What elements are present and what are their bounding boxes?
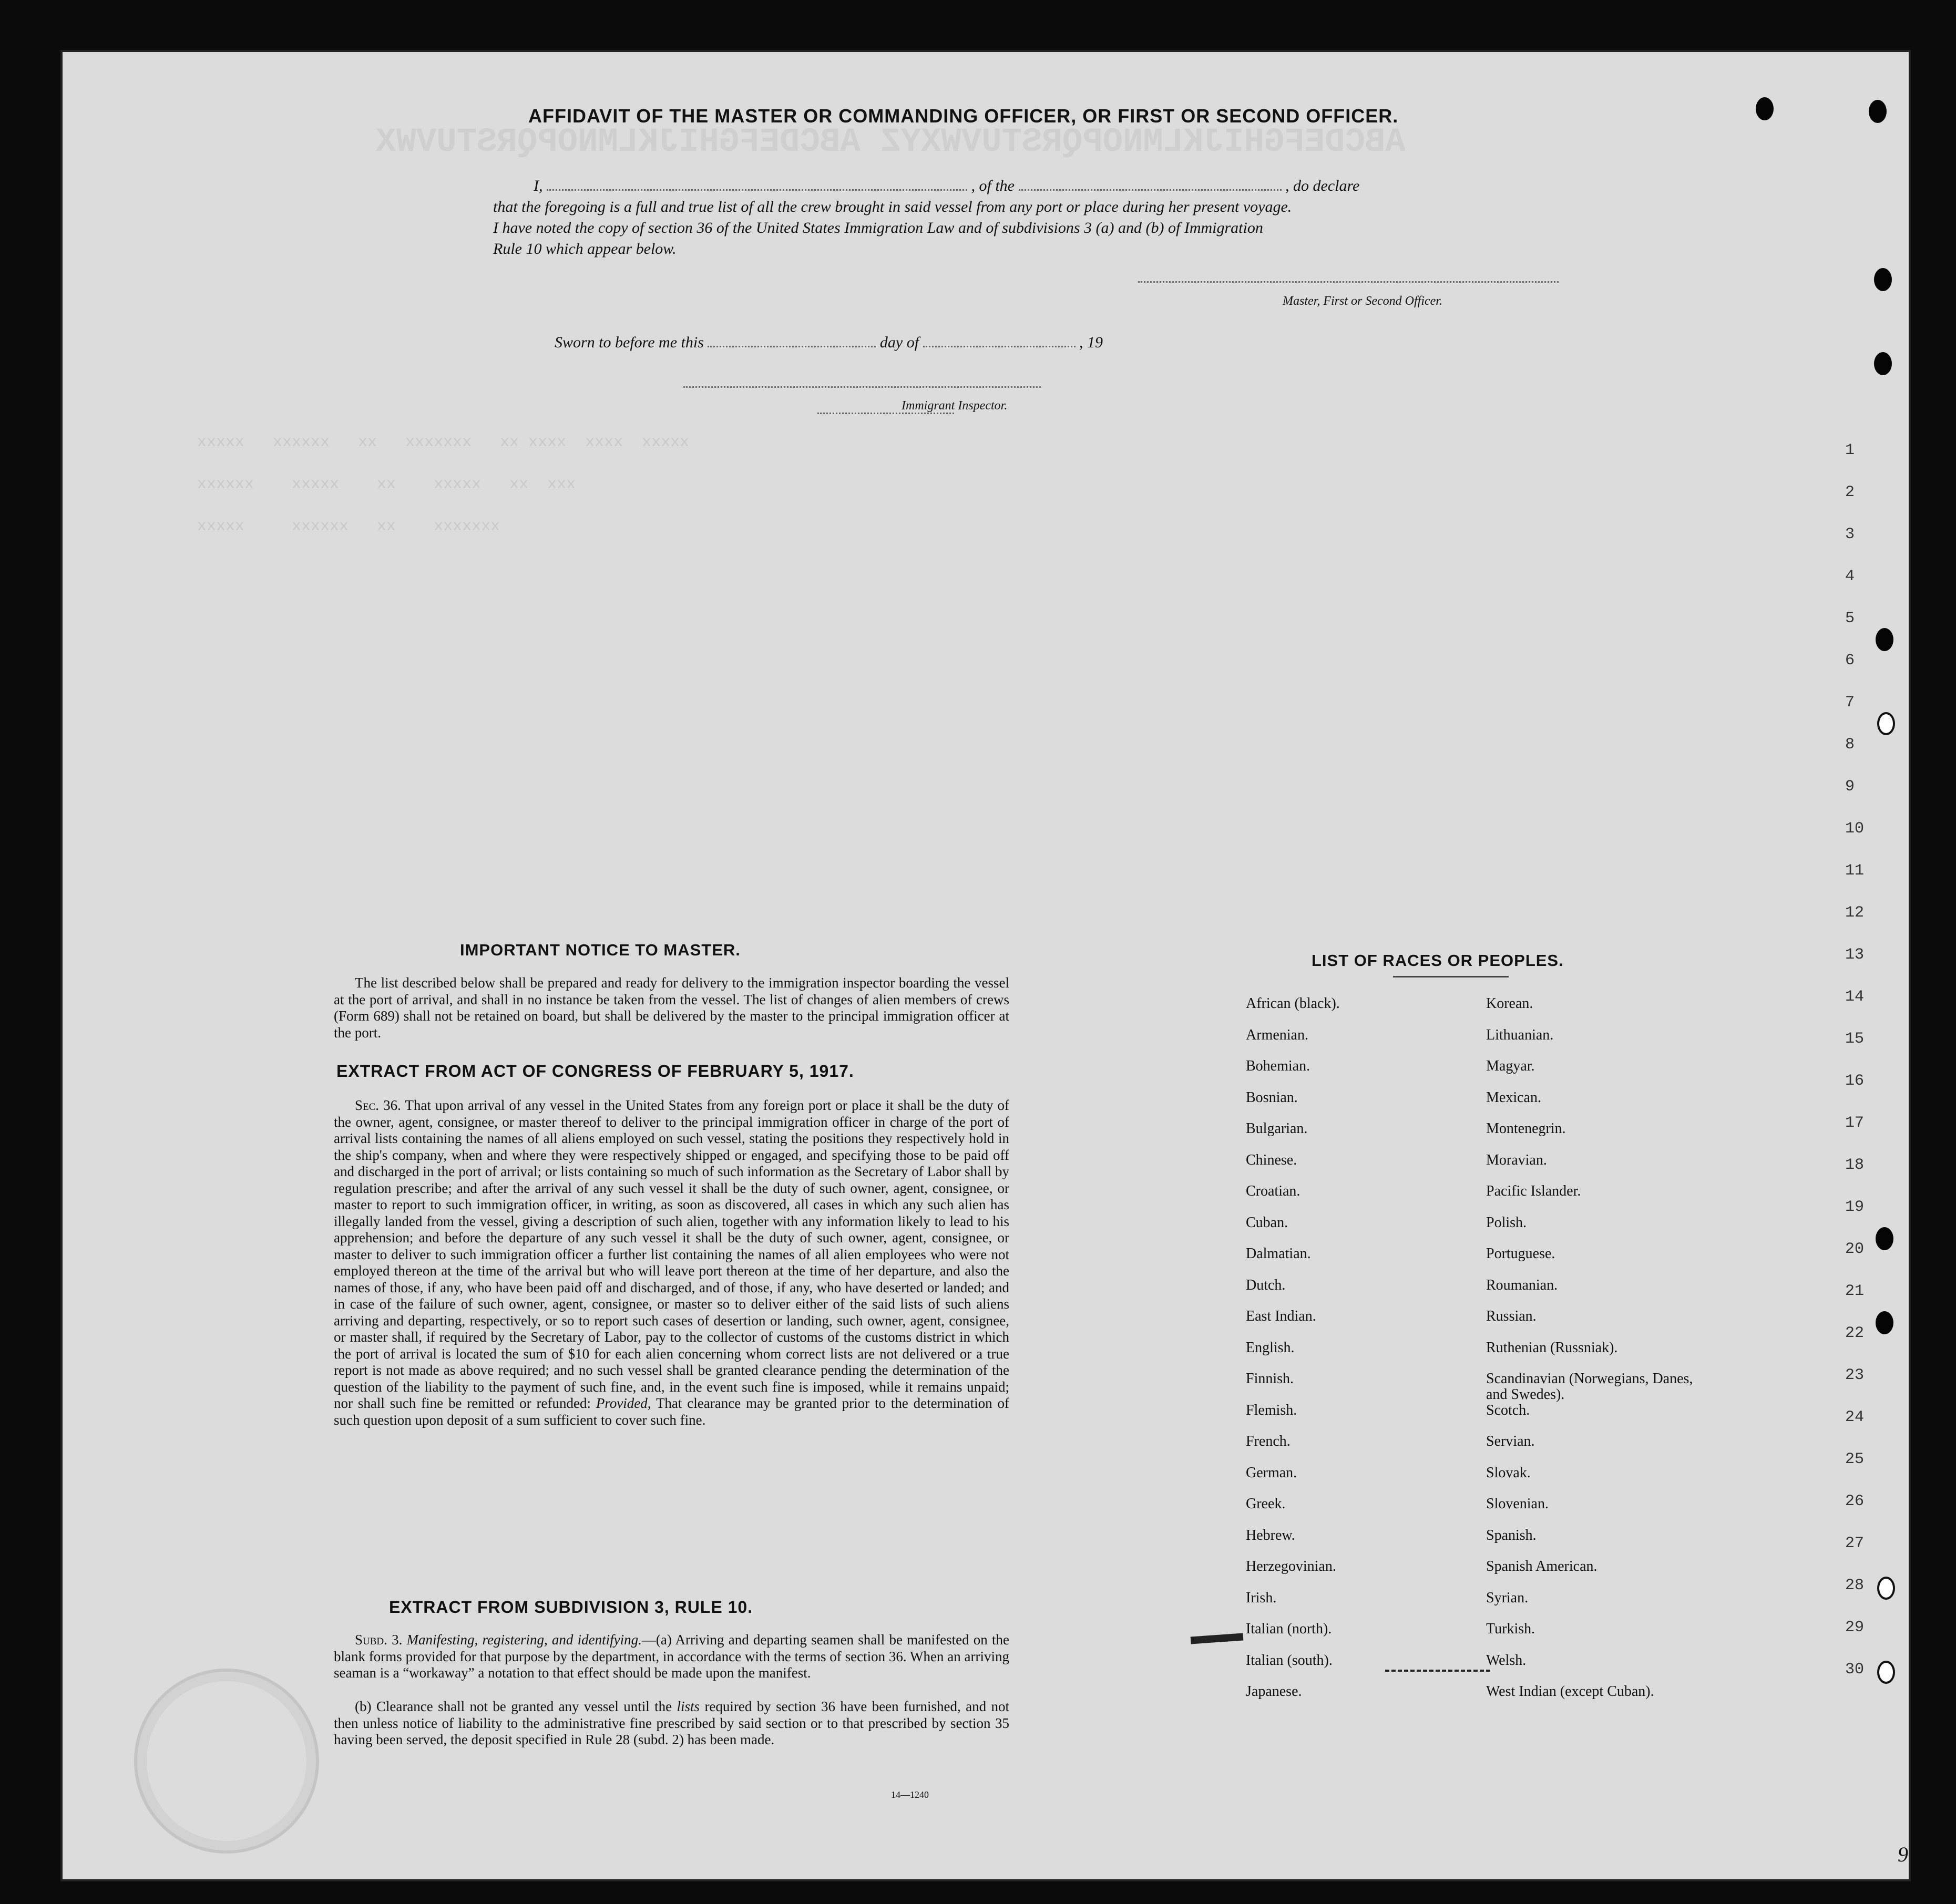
race-item: Japanese. (1246, 1683, 1302, 1700)
row-number: 14 (1845, 988, 1865, 1006)
row-number: 22 (1845, 1324, 1865, 1342)
race-item: East Indian. (1246, 1308, 1316, 1324)
row-number: 24 (1845, 1408, 1865, 1426)
document-sheet (60, 50, 1911, 1881)
race-item: Dutch. (1246, 1277, 1286, 1293)
row-number: 17 (1845, 1114, 1865, 1132)
race-item: Welsh. (1486, 1652, 1527, 1669)
punch-hole (1877, 1661, 1895, 1684)
race-item: Italian (south). (1246, 1652, 1333, 1669)
bleed-through-row: xxxxx xxxxxx xx xxxxxxx xx xxxx xxxx xxxxx (197, 434, 690, 451)
race-item: Italian (north). (1246, 1621, 1332, 1637)
race-item: Moravian. (1486, 1151, 1547, 1168)
bleed-through-row: xxxxx xxxxxx xx xxxxxxx (197, 518, 500, 536)
name-blank (547, 189, 967, 191)
row-number: 10 (1845, 820, 1865, 838)
row-number: 6 (1845, 652, 1855, 670)
race-item: African (black). (1246, 995, 1340, 1012)
affidavit-line-2: that the foregoing is a full and true list of all the crew brought in said vessel from any port or place during her present voyage. (493, 198, 1292, 215)
year-text: , 19 (1079, 334, 1103, 351)
section-label: Sec. 36. (355, 1097, 401, 1113)
lists-word: lists (677, 1699, 700, 1714)
punch-hole (1877, 712, 1895, 735)
race-item: Greek. (1246, 1496, 1286, 1512)
race-item: Herzegovinian. (1246, 1558, 1336, 1574)
inspector-signature-line (683, 386, 1041, 388)
row-number: 13 (1845, 946, 1865, 964)
section-36-text: That upon arrival of any vessel in the United States from any foreign port or place it shall be the duty of the owner, agent, consignee, or master thereof to deliver to the principal immigration officer in charge of the port of arrival lists containing the names of all aliens employed on such vessel, stating the positions they respectively hold in the ship's company, when and where they were respectively shipped or engaged, and specifying those to be paid off and discharged in the port of arrival; or lists containing so much of such information as the Secretary of Labor shall by regulation prescribe; and after the arrival of any such vessel it shall be the duty of such owner, agent, consignee, or master to report to such immigration officer, in writing, as soon as discovered, all cases in which any such alien has illegally landed from the vessel, giving a description of such alien, together with any information likely to lead to his apprehension; and before the departure of any such vessel it shall be the duty of such owner, agent, consignee, or master to deliver to such immigration officer a further list containing the names of all alien employees who were not employed thereon at the time of the arrival but who will leave port thereon at the time of her departure, and also the names of those, if any, who have been paid off and discharged, and of those, if any, who have deserted or landed; and in case of the failure of such owner, agent, consignee, or master so to deliver either of the said lists of such aliens arriving and departing, respectively, or so to report such cases of desertion or landing, such owner, agent, consignee, or master shall, if required by the Secretary of Labor, pay to the collector of customs of the customs district in which the port of arrival is located the sum of $10 for each alien concerning whom correct lists are not delivered or a true report is not made as above required; and no such vessel shall be granted clearance pending the determination of the question of the liability to the payment of such fine, and, in the event such fine is imposed, while it remains unpaid; nor shall such fine be remitted or refunded: (334, 1097, 1009, 1411)
row-number: 16 (1845, 1072, 1865, 1090)
affidavit-title: AFFIDAVIT OF THE MASTER OR COMMANDING OFFICER, OR FIRST OR SECOND OFFICER. (528, 105, 1399, 127)
punch-hole (1876, 1311, 1893, 1334)
subd-b-pre: (b) Clearance shall not be granted any vessel until the (355, 1699, 672, 1714)
race-item: Bulgarian. (1246, 1120, 1308, 1137)
race-item: Lithuanian. (1486, 1026, 1554, 1043)
row-number: 21 (1845, 1282, 1865, 1300)
row-number: 18 (1845, 1156, 1865, 1174)
row-number: 7 (1845, 694, 1855, 712)
race-item: Flemish. (1246, 1402, 1297, 1418)
affidavit-of-the: , of the (971, 177, 1015, 194)
affidavit-line-1 (534, 177, 1359, 195)
punch-hole (1756, 97, 1774, 120)
ink-smudge (1191, 1633, 1244, 1644)
row-number: 23 (1845, 1366, 1865, 1384)
row-number: 15 (1845, 1030, 1865, 1048)
race-item: Scandinavian (Norwegians, Danes, and Swedes). (1486, 1371, 1693, 1403)
form-number: 14—1240 (891, 1789, 929, 1800)
row-number: 4 (1845, 568, 1855, 585)
subd-a-body: —(a) Arriving and departing seamen shall be manifested on the blank forms provided for that purpose by the department, in accordance with the terms of section 36. When an arriving seaman is a “workaway” a notation to that effect should be made upon the manifest. (334, 1632, 1009, 1681)
row-number: 30 (1845, 1661, 1865, 1679)
row-number: 3 (1845, 526, 1855, 543)
affidavit-line-4: Rule 10 which appear below. (493, 240, 677, 258)
bleed-through-heading: ABCDEFGHIJKLMNOPQRSTUVWXYZ ABCDEFGHIJKLMNOPQRSTUVWX (376, 123, 1406, 161)
race-item: Bosnian. (1246, 1089, 1298, 1106)
punch-hole (1877, 1577, 1895, 1600)
race-item: Dalmatian. (1246, 1246, 1311, 1262)
race-item: Mexican. (1486, 1089, 1541, 1106)
race-item: Spanish American. (1486, 1558, 1597, 1574)
subdivision-b-text (334, 1699, 1009, 1748)
month-blank (923, 346, 1076, 347)
race-item: Ruthenian (Russniak). (1486, 1339, 1618, 1356)
race-item: Cuban. (1246, 1214, 1288, 1231)
row-number: 26 (1845, 1493, 1865, 1510)
row-number: 12 (1845, 904, 1865, 922)
race-item: Syrian. (1486, 1589, 1529, 1606)
signature-line (1138, 281, 1559, 283)
race-item: German. (1246, 1464, 1297, 1481)
row-number: 11 (1845, 862, 1865, 880)
races-heading: LIST OF RACES OR PEOPLES. (1312, 951, 1564, 970)
punch-hole (1874, 352, 1892, 375)
seal-stamp-icon (134, 1669, 319, 1854)
race-item: Armenian. (1246, 1026, 1308, 1043)
bleed-through-row: xxxxxx xxxxx xx xxxxx xx xxx (197, 476, 576, 493)
race-item: Servian. (1486, 1433, 1535, 1449)
row-number: 2 (1845, 483, 1855, 501)
affidavit-do-declare: , do declare (1285, 177, 1360, 194)
row-number: 28 (1845, 1577, 1865, 1594)
row-number: 8 (1845, 736, 1855, 754)
race-item: Turkish. (1486, 1621, 1535, 1637)
subdivision-a-text (334, 1632, 1009, 1682)
race-item: Finnish. (1246, 1371, 1294, 1387)
race-item: West Indian (except Cuban). (1486, 1683, 1654, 1700)
row-number: 5 (1845, 610, 1855, 627)
race-item: Scotch. (1486, 1402, 1530, 1418)
race-item: Croatian. (1246, 1183, 1300, 1199)
race-item: Pacific Islander. (1486, 1183, 1581, 1199)
row-number: 29 (1845, 1619, 1865, 1637)
punch-hole (1869, 100, 1887, 123)
sworn-text: Sworn to before me this (555, 334, 704, 351)
subd-title: Manifesting, registering, and identifying. (406, 1632, 642, 1648)
race-item: Roumanian. (1486, 1277, 1558, 1293)
row-number: 20 (1845, 1240, 1865, 1258)
race-item: Magyar. (1486, 1058, 1535, 1074)
notice-heading: IMPORTANT NOTICE TO MASTER. (460, 941, 741, 959)
races-right-column (1486, 996, 1780, 1715)
act-extract-text (334, 1097, 1009, 1428)
row-number: 9 (1845, 778, 1855, 796)
race-item: Bohemian. (1246, 1058, 1310, 1074)
punch-hole (1876, 628, 1893, 651)
affidavit-line-3: I have noted the copy of section 36 of the United States Immigration Law and of subdivisions 3 (a) and (b) of Immigration (493, 219, 1263, 236)
rule-extract-heading: EXTRACT FROM SUBDIVISION 3, RULE 10. (389, 1598, 753, 1617)
affidavit-i: I, (534, 177, 543, 194)
act-extract-heading: EXTRACT FROM ACT OF CONGRESS OF FEBRUARY 5, 1917. (336, 1062, 854, 1080)
sworn-line (555, 334, 1103, 352)
race-item: Slovak. (1486, 1464, 1531, 1481)
race-item: Korean. (1486, 995, 1533, 1012)
race-item: Chinese. (1246, 1151, 1297, 1168)
day-blank (708, 346, 876, 347)
ink-stroke (1385, 1670, 1490, 1672)
race-item: Polish. (1486, 1214, 1527, 1231)
race-item: Spanish. (1486, 1527, 1537, 1543)
race-item: English. (1246, 1339, 1295, 1356)
row-number: 1 (1845, 441, 1855, 459)
signature-label: Master, First or Second Officer. (1283, 294, 1442, 308)
section-36-end: That clearance may be granted prior to the determination of such question upon deposit of a sum sufficient to cover such fine. (334, 1395, 1009, 1428)
race-item: Russian. (1486, 1308, 1537, 1324)
row-number: 27 (1845, 1535, 1865, 1552)
corner-mark: 9 (1898, 1843, 1908, 1866)
race-item: Hebrew. (1246, 1527, 1295, 1543)
punch-hole (1874, 268, 1892, 291)
subd-label: Subd. 3. (355, 1632, 403, 1648)
subd-b-body: required by section 36 have been furnished, and not then unless notice of liability to the administrative fine prescribed by said section or to that prescribed by section 35 having been served, the deposit specified in Rule 28 (subd. 2) has been made. (334, 1699, 1009, 1747)
provided-word: Provided, (596, 1395, 651, 1411)
race-item: Irish. (1246, 1589, 1277, 1606)
punch-hole (1876, 1227, 1893, 1250)
notice-text: The list described below shall be prepared and ready for delivery to the immigration inspector boarding the vessel at the port of arrival, and shall in no instance be taken from the vessel. The list of changes of alien members of crews (Form 689) shall not be retained on board, but shall be delivered by the master to the principal immigration officer at the port. (334, 975, 1009, 1041)
inspector-label: Immigrant Inspector. (902, 399, 1008, 413)
races-underline (1393, 976, 1509, 977)
race-item: Montenegrin. (1486, 1120, 1566, 1137)
day-of-text: day of (879, 334, 919, 351)
row-number: 25 (1845, 1450, 1865, 1468)
race-item: Portuguese. (1486, 1246, 1555, 1262)
races-left-column (1246, 996, 1472, 1715)
row-number: 19 (1845, 1198, 1865, 1216)
vessel-blank (1019, 189, 1282, 191)
race-item: Slovenian. (1486, 1496, 1549, 1512)
race-item: French. (1246, 1433, 1291, 1449)
